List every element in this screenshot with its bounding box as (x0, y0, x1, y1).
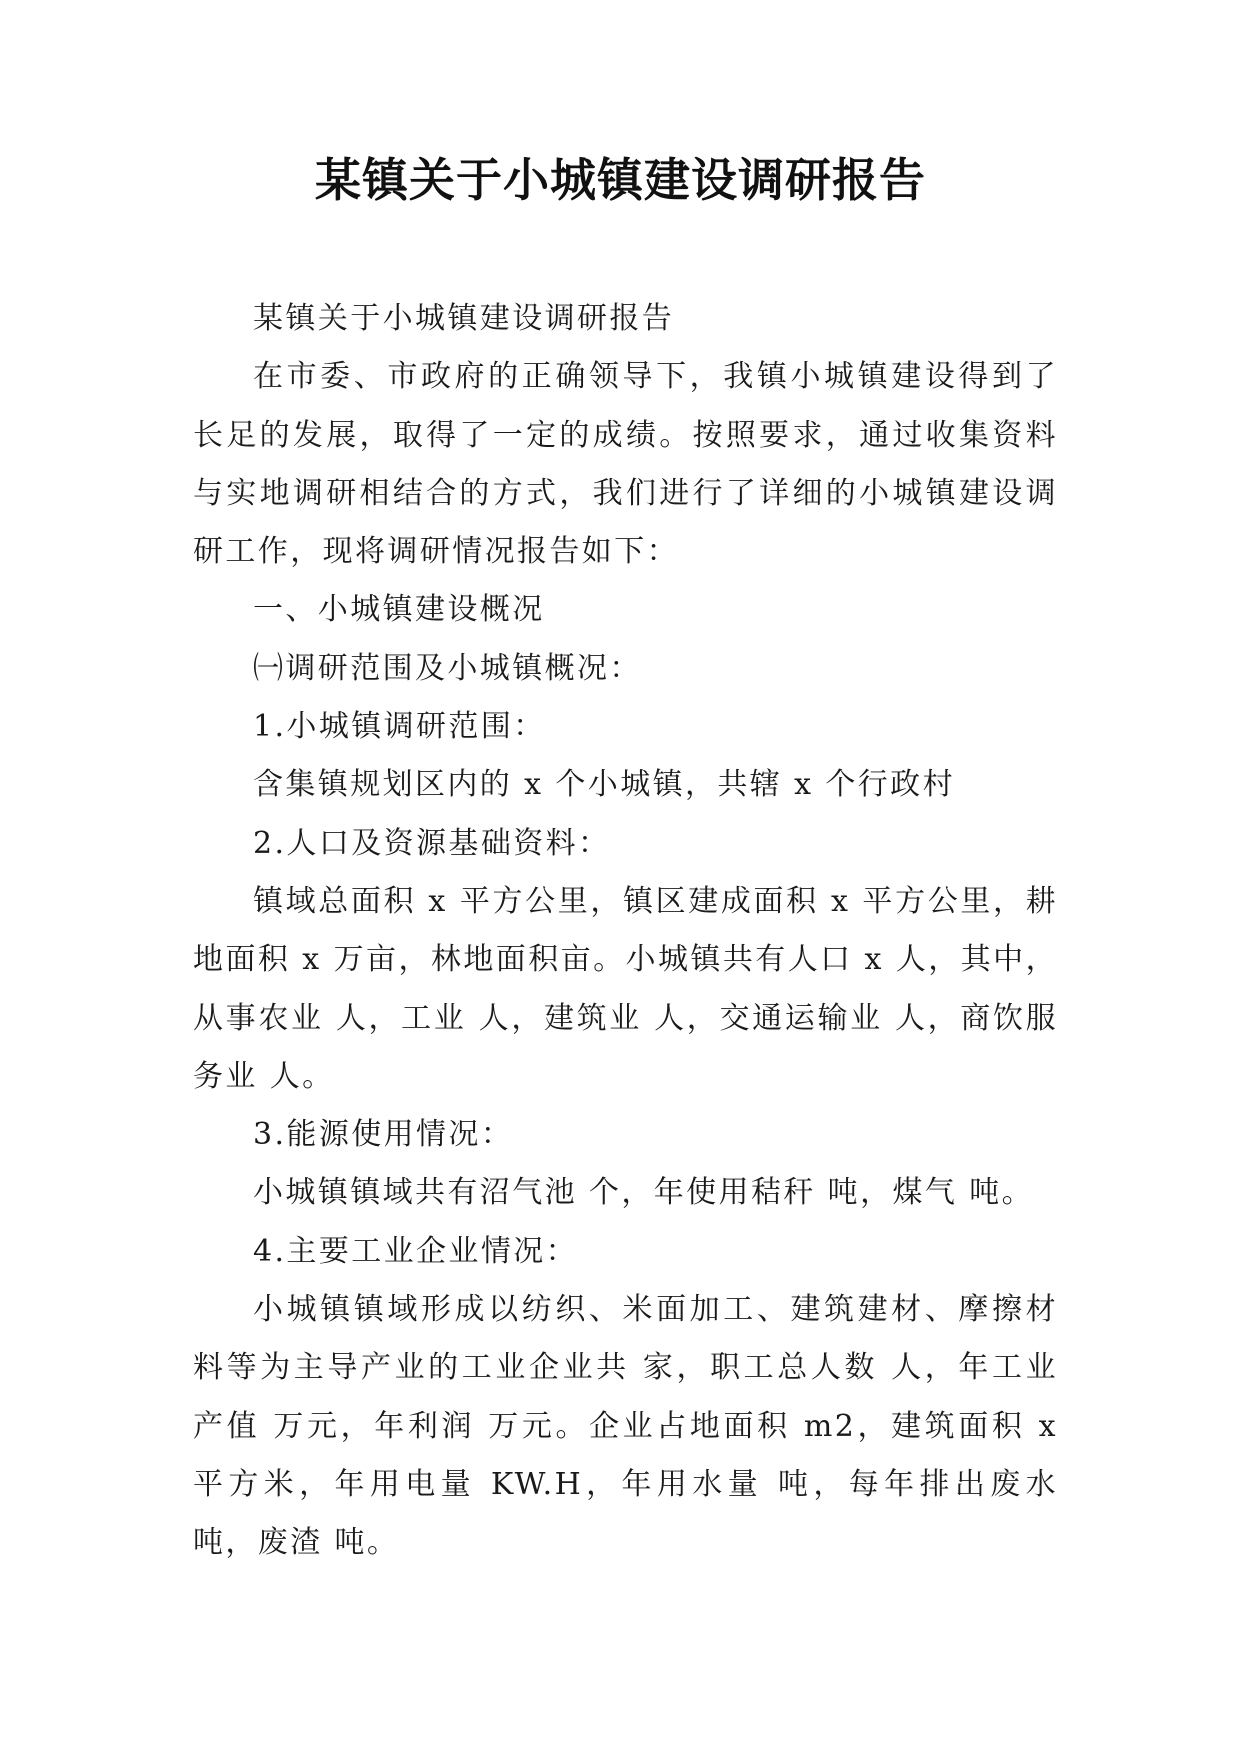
paragraph-energy: 小城镇镇域共有沼气池 个，年使用秸秆 吨，煤气 吨。 (253, 1175, 1035, 1211)
paragraph-subtitle: 某镇关于小城镇建设调研报告 (253, 301, 675, 336)
subsection-heading-1: ㈠调研范围及小城镇概况： (253, 650, 642, 686)
item-heading-4: 4.主要工业企业情况： (253, 1233, 579, 1269)
paragraph-industry: 小城镇镇域形成以纺织、米面加工、建筑建材、摩擦材料等为主导产业的工业企业共 家，职工总人数 人，年工业产值 万元，年利润 万元。企业占地面积 m2，建筑面积 x 平方米，年用电量 KW.H，年用水量 吨，每年排出废水 吨，废渣 吨。 (193, 1292, 1058, 1561)
document-body (193, 290, 1058, 1573)
item-heading-3: 3.能源使用情况： (253, 1117, 514, 1153)
item-heading-1: 1.小城镇调研范围： (253, 709, 546, 745)
section-heading-1: 一、小城镇建设概况 (253, 592, 545, 628)
paragraph-scope: 含集镇规划区内的 x 个小城镇，共辖 x 个行政村 (253, 767, 955, 803)
paragraph-intro: 在市委、市政府的正确领导下，我镇小城镇建设得到了长足的发展，取得了一定的成绩。按照要求，通过收集资料与实地调研相结合的方式，我们进行了详细的小城镇建设调研工作，现将调研情况报告如下： (193, 359, 1058, 570)
item-heading-2: 2.人口及资源基础资料： (253, 825, 611, 861)
paragraph-population: 镇域总面积 x 平方公里，镇区建成面积 x 平方公里，耕地面积 x 万亩，林地面积亩。小城镇共有人口 x 人，其中，从事农业 人，工业 人，建筑业 人，交通运输业 人，商饮服务业 人。 (193, 883, 1058, 1094)
document-title: 某镇关于小城镇建设调研报告 (315, 153, 926, 207)
